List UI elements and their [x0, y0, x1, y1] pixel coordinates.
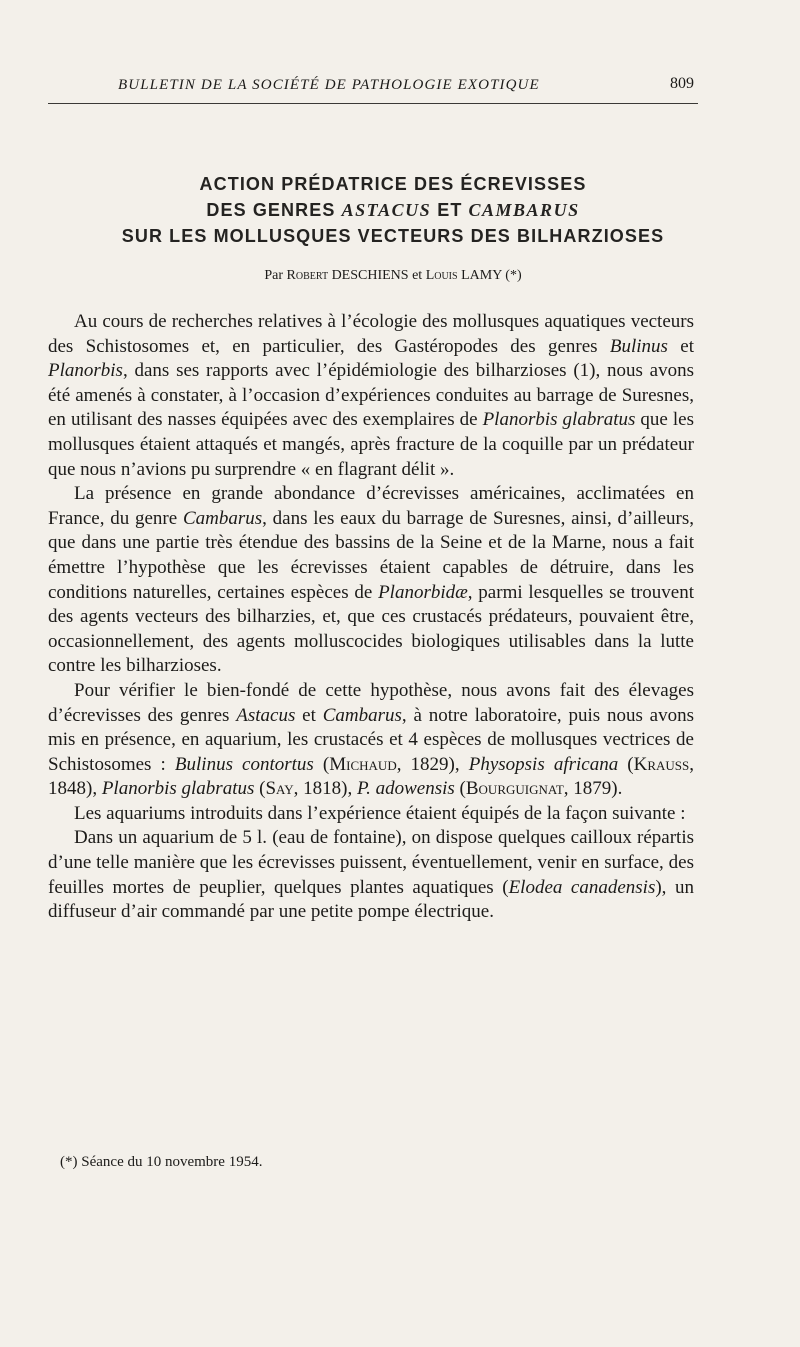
p3-text: , 1829), — [396, 753, 469, 775]
p2-text: , dans les eaux du barrage de Suresnes, ainsi, d’ailleurs, que dans une partie très étendue des bassins de la Seine et de la Marne, nous a fait émettre l’hypothèse que les écrevisses étaient capables de détruire, dans les conditions naturelles, certaines espèces de — [48, 507, 694, 603]
p3-text: ( — [454, 778, 466, 800]
species-elodea-canadensis: Elodea canadensis — [508, 876, 656, 898]
p3-text: ( — [618, 753, 634, 775]
author-1-last-name: DESCHIENS — [331, 268, 409, 283]
authority-michaud: Michaud — [329, 753, 397, 775]
p2-text: La présence en grande abondance d’écrevisses américaines, acclimatées en France, du genre — [48, 483, 694, 529]
paragraph-4: Les aquariums introduits dans l’expérience étaient équipés de la façon suivante : — [74, 802, 686, 824]
paragraph-2 — [48, 482, 694, 679]
species-p-adowensis: P. adowensis — [356, 778, 455, 800]
genus-astacus: ASTACUS — [341, 200, 432, 220]
paragraph-1 — [48, 310, 694, 482]
footnote-text: Séance du 10 novembre 1954. — [81, 1154, 263, 1170]
footnote-reference: (*) — [505, 268, 522, 283]
p3-text: , 1818), — [293, 778, 357, 800]
authority-krauss: Krauss — [633, 753, 690, 775]
p1-text: , dans ses rapports avec l’épidémiologie des bilharzioses (1), nous avons été amenés à constater, à l’occasion d’expériences conduites au barrage de Suresnes, en utilisant des nasses équipées avec des exemplaires de — [48, 360, 694, 431]
author-2-last-name: LAMY — [461, 268, 502, 283]
p3-text: ( — [254, 778, 266, 800]
title-line-2-prefix: DES GENRES — [206, 200, 336, 220]
species-planorbis-glabratus: Planorbis glabratus — [482, 409, 636, 431]
p2-text: , parmi lesquelles se trouvent des agents vecteurs des bilharzies, et, que ces crustacés prédateurs, pouvaient être, occasionnellement, des agents molluscocides biologiques utilisables dans la lutte contre les bilharzioses. — [48, 581, 694, 677]
p3-text: , 1879). — [563, 778, 623, 800]
byline — [48, 267, 738, 285]
p3-text: , à notre laboratoire, puis nous avons mis en présence, en aquarium, les crustacés et 4 espèces de mollusques vectrices de Schistosomes : — [48, 704, 695, 775]
family-planorbidae: Planorbidæ — [378, 581, 468, 603]
page-number: 809 — [670, 75, 694, 92]
title-line-2-middle: ET — [437, 200, 463, 220]
authority-say: Say — [265, 778, 294, 800]
article-body — [48, 310, 694, 925]
paragraph-3 — [48, 679, 694, 802]
p1-text: que les mollusques étaient attaqués et mangés, après fracture de la coquille par un prédateur que nous n’avions pu surprendre « en flagrant délit ». — [48, 409, 694, 480]
byline-connector: et — [412, 268, 423, 283]
paragraph-5 — [48, 826, 694, 924]
species-physopsis-africana: Physopsis africana — [468, 753, 619, 775]
p5-text: ), un diffuseur d’air commandé par une petite pompe électrique. — [48, 876, 694, 923]
genus-bulinus: Bulinus — [609, 335, 668, 357]
author-2-first-name: Louis — [425, 268, 458, 283]
genus-planorbis: Planorbis — [48, 360, 123, 382]
p3-text: ( — [313, 753, 330, 775]
genus-cambarus-body: Cambarus — [182, 507, 263, 529]
article-title — [48, 171, 738, 249]
p1-text: Au cours de recherches relatives à l’écologie des mollusques aquatiques vecteurs des Schistosomes et, en particulier, des Gastéropodes des genres — [48, 311, 694, 357]
species-bulinus-contortus: Bulinus contortus — [174, 753, 314, 775]
p3-text: Pour vérifier le bien-fondé de cette hypothèse, nous avons fait des élevages d’écrevisses des genres — [48, 679, 694, 726]
p3-text: et — [295, 704, 323, 726]
p1-text: et — [667, 335, 694, 357]
genus-cambarus-body: Cambarus — [322, 704, 402, 726]
p3-text: , 1848), — [48, 753, 695, 800]
title-line-3: SUR LES MOLLUSQUES VECTEURS DES BILHARZIOSES — [121, 226, 665, 246]
running-header — [48, 73, 698, 104]
genus-astacus-body: Astacus — [236, 704, 296, 726]
author-1-first-name: Robert — [286, 268, 329, 283]
byline-prefix: Par — [264, 268, 284, 283]
p5-text: Dans un aquarium de 5 l. (eau de fontaine), on dispose quelques cailloux répartis d’une telle manière que les écrevisses puissent, éventuellement, venir en surface, des feuilles mortes de peuplier, quelques plantes aquatiques ( — [48, 827, 694, 898]
genus-cambarus: CAMBARUS — [468, 200, 580, 220]
journal-title: BULLETIN DE LA SOCIÉTÉ DE PATHOLOGIE EXOTIQUE — [118, 77, 540, 93]
title-line-2 — [48, 197, 738, 223]
species-planorbis-glabratus: Planorbis glabratus — [101, 778, 255, 800]
title-line-1: ACTION PRÉDATRICE DES ÉCREVISSES — [199, 174, 587, 194]
footnote-marker: (*) — [60, 1154, 78, 1170]
footnote — [60, 1153, 262, 1171]
authority-bourguignat: Bourguignat — [465, 778, 564, 800]
